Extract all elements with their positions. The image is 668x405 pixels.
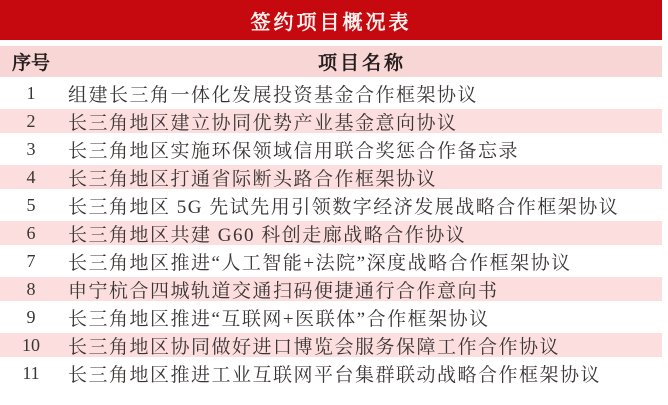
header-index: 序号: [11, 53, 50, 74]
row-project-name: 长三角地区实施环保领域信用联合奖惩合作备忘录: [68, 140, 520, 162]
row-project-name: 长三角地区共建 G60 科创走廊战略合作协议: [68, 224, 467, 246]
row-project-name: 长三角地区建立协同优势产业基金意向协议: [68, 112, 458, 134]
row-index: 3: [26, 138, 36, 159]
table-title: 签约项目概况表: [250, 11, 412, 34]
row-index: 9: [26, 306, 36, 327]
row-index: 2: [26, 110, 36, 131]
table-row: [0, 275, 662, 303]
table-row: [0, 107, 662, 135]
row-project-name: 组建长三角一体化发展投资基金合作框架协议: [68, 84, 479, 106]
row-index: 6: [26, 222, 36, 243]
table-title-banner: [0, 0, 662, 40]
table-row: [0, 303, 662, 331]
table-row: [0, 79, 662, 107]
row-project-name: 长三角地区协同做好进口博览会服务保障工作合作协议: [68, 336, 561, 358]
table-body: [0, 79, 662, 387]
row-index: 11: [22, 362, 40, 383]
row-index: 4: [26, 166, 36, 187]
row-project-name: 申宁杭合四城轨道交通扫码便捷通行合作意向书: [68, 280, 499, 302]
table-row: [0, 359, 662, 387]
table-row: [0, 163, 662, 191]
table-row: [0, 219, 662, 247]
row-index: 5: [26, 194, 36, 215]
row-index: 7: [26, 250, 36, 271]
row-project-name: 长三角地区推进工业互联网平台集群联动战略合作框架协议: [68, 364, 602, 386]
row-index: 8: [26, 278, 36, 299]
table-row: [0, 191, 662, 219]
table-row: [0, 247, 662, 275]
row-index: 1: [26, 82, 36, 103]
header-project-name: 项目名称: [317, 53, 406, 74]
table-header-row: [0, 46, 662, 77]
row-project-name: 长三角地区推进“互联网+医联体”合作框架协议: [68, 308, 490, 330]
table-row: [0, 331, 662, 359]
row-index: 10: [22, 334, 40, 355]
row-project-name: 长三角地区推进“人工智能+法院”深度战略合作框架协议: [68, 252, 572, 274]
row-project-name: 长三角地区打通省际断头路合作框架协议: [68, 168, 438, 190]
row-project-name: 长三角地区 5G 先试先用引领数字经济发展战略合作框架协议: [68, 196, 620, 218]
table-row: [0, 135, 662, 163]
